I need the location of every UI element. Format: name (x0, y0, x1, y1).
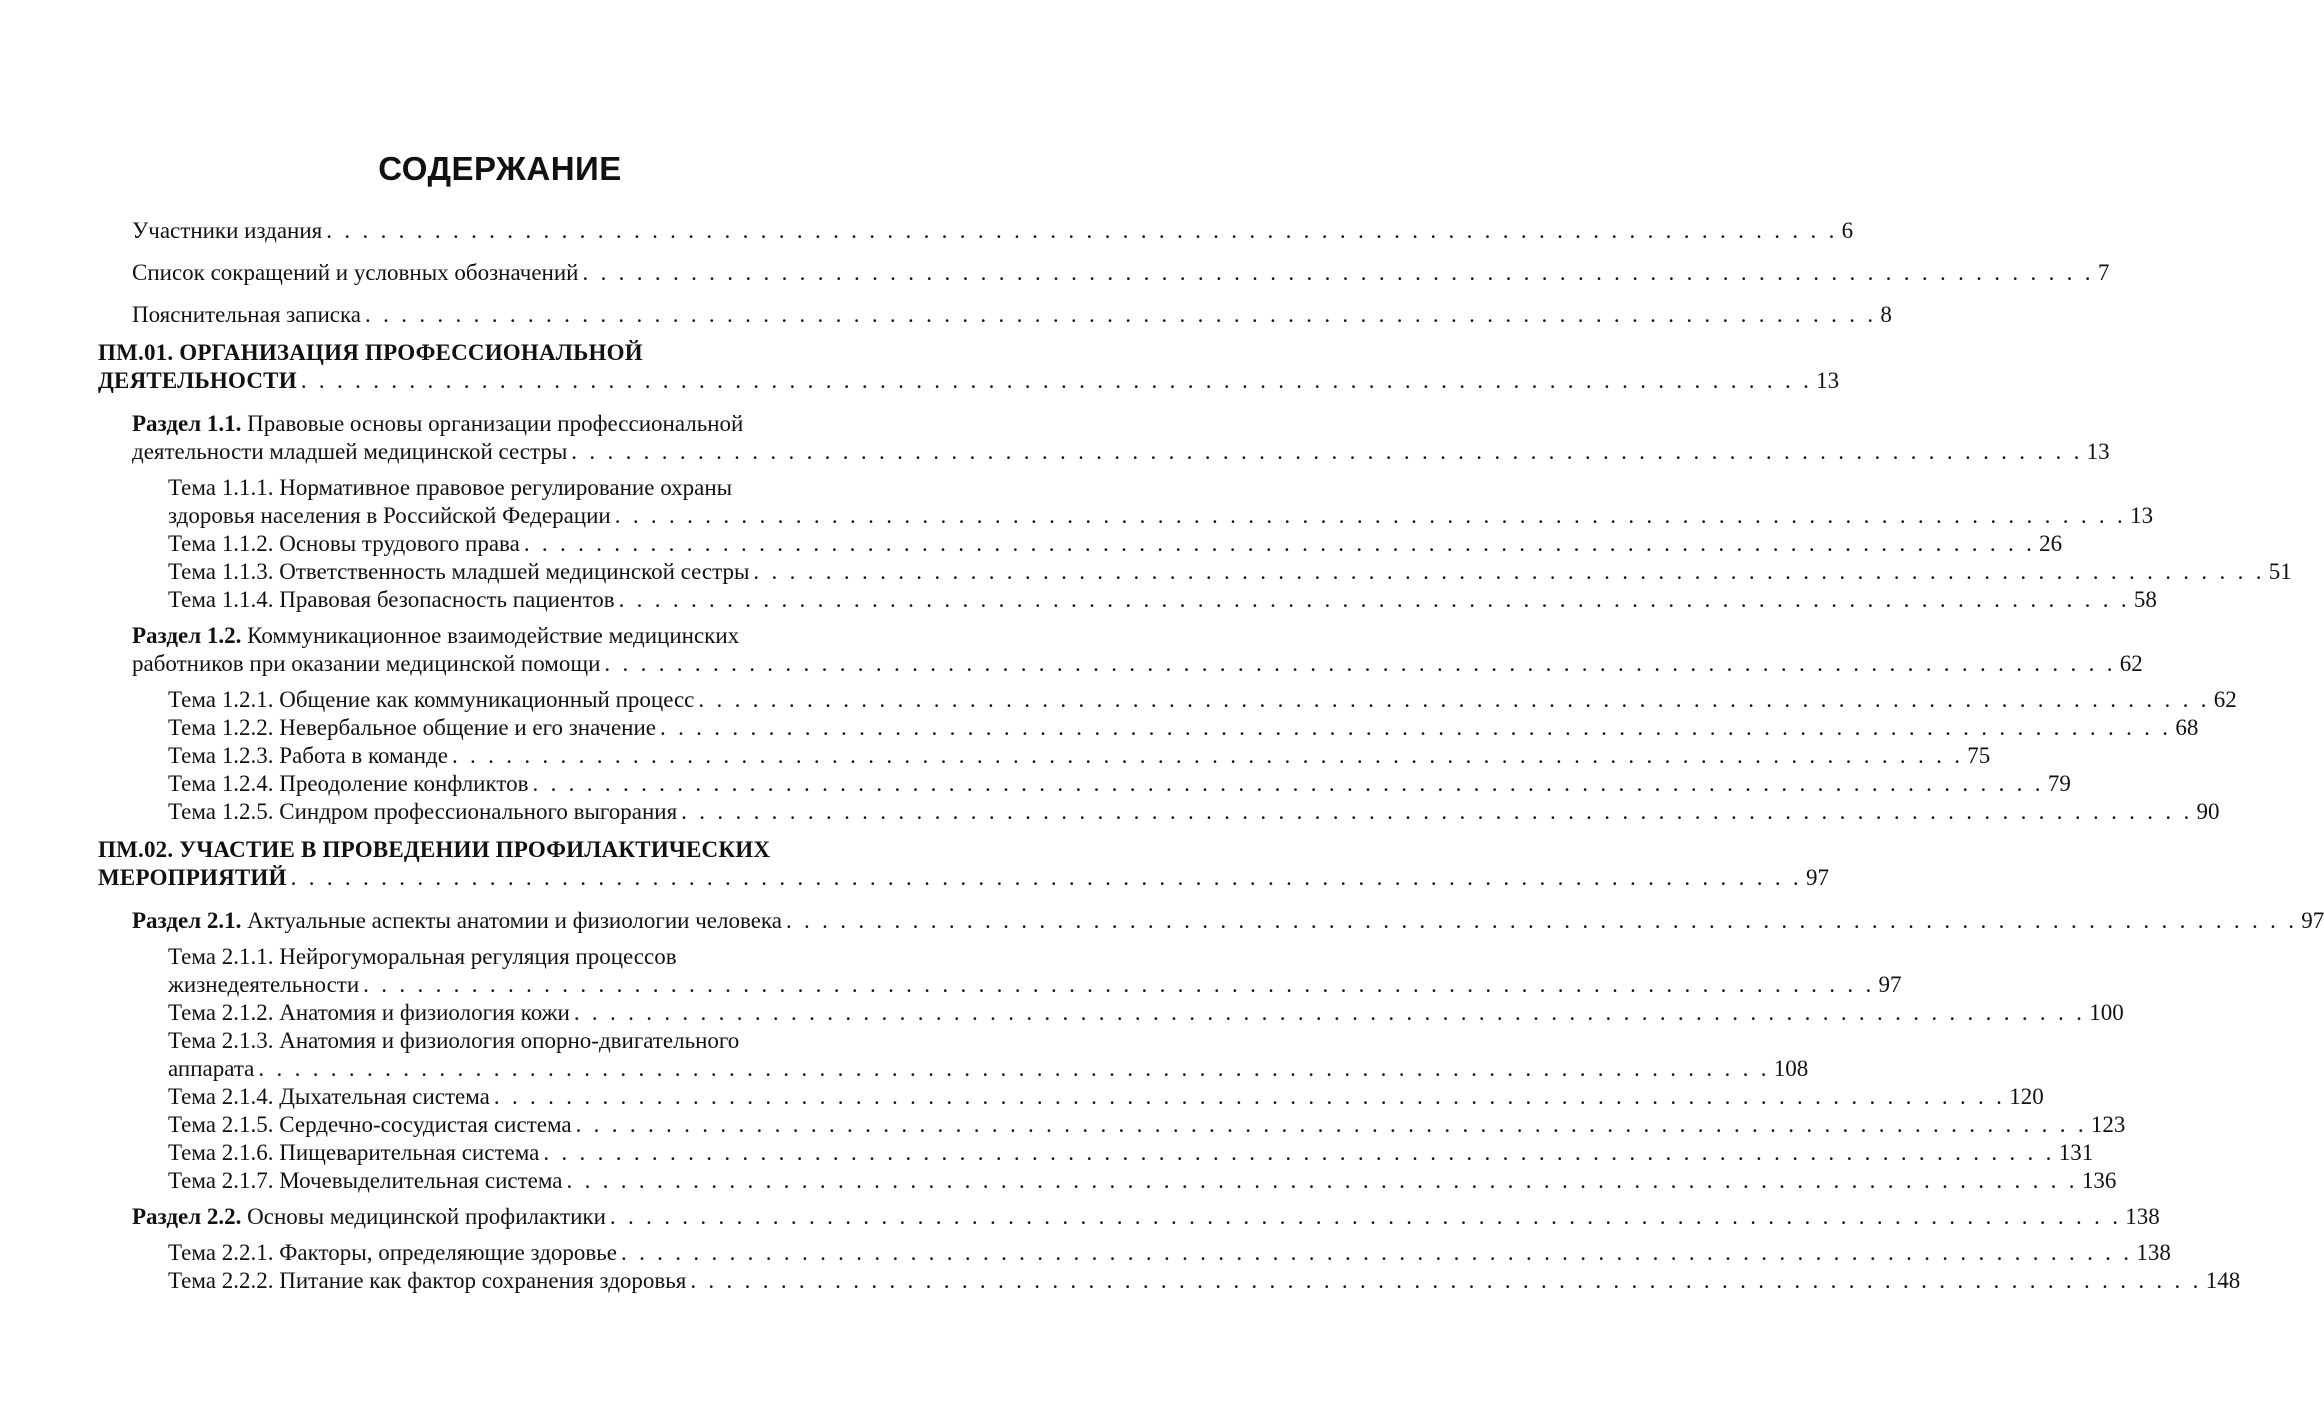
topic-heading-2-1-1: Тема 2.1.1. Нейрогуморальная регуляция процессов (168, 944, 677, 969)
toc-entry-section-2-2[interactable] (132, 1203, 2160, 1231)
dot-leader: . . . . . . . . . . . . . . . . . . . . . . . . . . . . . . . . . . . . . . . . . . . . . . . . . . . . . . . . . . . . . . . . . . . . . . . . . . . . . . . . . . . . (300, 368, 1813, 393)
entry-title: Тема 2.1.4. Дыхательная система (168, 1084, 490, 1109)
dot-leader: . . . . . . . . . . . . . . . . . . . . . . . . . . . . . . . . . . . . . . . . . . . . . . . . . . . . . . . . . . . . . . . . . . . . . . . . . . . . . . . . . . . . (326, 218, 1838, 243)
toc-entry-topic-2-1-7[interactable] (168, 1167, 2117, 1195)
section-heading-1-1 (132, 410, 1000, 438)
table-of-contents (0, 217, 2324, 1295)
dot-leader: . . . . . . . . . . . . . . . . . . . . . . . . . . . . . . . . . . . . . . . . . . . . . . . . . . . . . . . . . . . . . . . . . . . . . . . . . . . . . . . . . . . . (618, 587, 2130, 612)
toc-entry-topic-2-1-2[interactable] (168, 999, 2124, 1027)
entry-page: 90 (2196, 799, 2220, 824)
section-title: Основы медицинской профилактики (247, 1204, 606, 1229)
entry-page: 51 (2268, 559, 2292, 584)
section-label: Раздел 2.2. (132, 1204, 242, 1229)
entry-page: 62 (2213, 687, 2237, 712)
entry-title: Тема 1.2.3. Работа в команде (168, 743, 448, 768)
toc-entry-topic-1-2-1[interactable] (168, 686, 2237, 714)
entry-page: 148 (2205, 1268, 2241, 1293)
topic-heading-1-1-1: Тема 1.1.1. Нормативное правовое регулирование охраны (168, 475, 733, 500)
entry-page: 58 (2133, 587, 2157, 612)
dot-leader: . . . . . . . . . . . . . . . . . . . . . . . . . . . . . . . . . . . . . . . . . . . . . . . . . . . . . . . . . . . . . . . . . . . . . . . . . . . . . . . . . . . . (543, 1140, 2055, 1165)
entry-page: 136 (2081, 1168, 2117, 1193)
dot-leader: . . . . . . . . . . . . . . . . . . . . . . . . . . . . . . . . . . . . . . . . . . . . . . . . . . . . . . . . . . . . . . . . . . . . . . . . . . . . . . . . . . . . (258, 1056, 1770, 1081)
dot-leader: . . . . . . . . . . . . . . . . . . . . . . . . . . . . . . . . . . . . . . . . . . . . . . . . . . . . . . . . . . . . . . . . . . . . . . . . . . . . . . . . . . . . (290, 865, 1802, 890)
section-title: Коммуникационное взаимодействие медицинских (247, 623, 740, 648)
toc-entry-topic-1-2-4[interactable] (168, 770, 2071, 798)
entry-page: 131 (2058, 1140, 2094, 1165)
toc-entry-section-2-1[interactable] (132, 907, 2324, 935)
toc-entry-topic-2-1-5[interactable] (168, 1111, 2126, 1139)
entry-title: Тема 1.2.1. Общение как коммуникационный процесс (168, 687, 695, 712)
dot-leader: . . . . . . . . . . . . . . . . . . . . . . . . . . . . . . . . . . . . . . . . . . . . . . . . . . . . . . . . . . . . . . . . . . . . . . . . . . . . . . . . . . . . (582, 260, 2094, 285)
toc-entry-topic-2-1-6[interactable] (168, 1139, 2094, 1167)
toc-entry-topic-1-2-3[interactable] (168, 742, 1991, 770)
dot-leader: . . . . . . . . . . . . . . . . . . . . . . . . . . . . . . . . . . . . . . . . . . . . . . . . . . . . . . . . . . . . . . . . . . . . . . . . . . . . . . . . . . . . (571, 439, 2083, 464)
dot-leader: . . . . . . . . . . . . . . . . . . . . . . . . . . . . . . . . . . . . . . . . . . . . . . . . . . . . . . . . . . . . . . . . . . . . . . . . . . . . . . . . . . . . (690, 1268, 2202, 1293)
section-label: Раздел 1.2. (132, 623, 242, 648)
dot-leader: . . . . . . . . . . . . . . . . . . . . . . . . . . . . . . . . . . . . . . . . . . . . . . . . . . . . . . . . . . . . . . . . . . . . . . . . . . . . . . . . . . . . (575, 1112, 2087, 1137)
dot-leader: . . . . . . . . . . . . . . . . . . . . . . . . . . . . . . . . . . . . . . . . . . . . . . . . . . . . . . . . . . . . . . . . . . . . . . . . . . . . . . . . . . . . (785, 908, 2298, 933)
entry-page: 6 (1841, 218, 1854, 243)
entry-title: Тема 2.1.7. Мочевыделительная система (168, 1168, 563, 1193)
toc-entry-section-1-2[interactable] (132, 650, 2143, 678)
entry-title: Тема 2.1.2. Анатомия и физиология кожи (168, 1000, 570, 1025)
entry-title: Список сокращений и условных обозначений (132, 260, 579, 285)
toc-entry-explanatory-note[interactable] (132, 301, 1892, 329)
entry-page: 62 (2119, 651, 2143, 676)
entry-title: Тема 1.1.2. Основы трудового права (168, 531, 520, 556)
entry-page: 138 (2125, 1204, 2160, 1229)
section-heading-1-2 (132, 622, 1000, 650)
toc-entry-topic-1-2-2[interactable] (168, 714, 2199, 742)
section-label: Раздел 2.1. (132, 908, 242, 933)
dot-leader: . . . . . . . . . . . . . . . . . . . . . . . . . . . . . . . . . . . . . . . . . . . . . . . . . . . . . . . . . . . . . . . . . . . . . . . . . . . . . . . . . . . . (609, 1204, 2122, 1229)
toc-entry-abbreviations[interactable] (132, 259, 2110, 287)
dot-leader: . . . . . . . . . . . . . . . . . . . . . . . . . . . . . . . . . . . . . . . . . . . . . . . . . . . . . . . . . . . . . . . . . . . . . . . . . . . . . . . . . . . . (681, 799, 2193, 824)
entry-title: жизнедеятельности (168, 972, 360, 997)
entry-title: деятельности младшей медицинской сестры (132, 439, 568, 464)
section-title: Актуальные аспекты анатомии и физиологии человека (247, 908, 782, 933)
toc-entry-topic-2-2-1[interactable] (168, 1239, 2171, 1267)
dot-leader: . . . . . . . . . . . . . . . . . . . . . . . . . . . . . . . . . . . . . . . . . . . . . . . . . . . . . . . . . . . . . . . . . . . . . . . . . . . . . . . . . . . . (523, 531, 2036, 556)
dot-leader: . . . . . . . . . . . . . . . . . . . . . . . . . . . . . . . . . . . . . . . . . . . . . . . . . . . . . . . . . . . . . . . . . . . . . . . . . . . . . . . . . . . . (532, 771, 2044, 796)
entry-page: 100 (2089, 1000, 2124, 1025)
dot-leader: . . . . . . . . . . . . . . . . . . . . . . . . . . . . . . . . . . . . . . . . . . . . . . . . . . . . . . . . . . . . . . . . . . . . . . . . . . . . . . . . . . . . (614, 503, 2127, 528)
toc-entry-topic-1-1-2[interactable] (168, 530, 2063, 558)
dot-leader: . . . . . . . . . . . . . . . . . . . . . . . . . . . . . . . . . . . . . . . . . . . . . . . . . . . . . . . . . . . . . . . . . . . . . . . . . . . . . . . . . . . . (604, 651, 2116, 676)
toc-entry-topic-2-1-3[interactable] (168, 1055, 1809, 1083)
entry-page: 7 (2097, 260, 2110, 285)
entry-page: 13 (1816, 368, 1840, 393)
toc-entry-topic-1-2-5[interactable] (168, 798, 2220, 826)
toc-entry-topic-1-1-4[interactable] (168, 586, 2157, 614)
entry-page: 75 (1967, 743, 1991, 768)
entry-title: Тема 1.1.4. Правовая безопасность пациентов (168, 587, 615, 612)
entry-page: 138 (2136, 1240, 2171, 1265)
entry-title: здоровья населения в Российской Федерации (168, 503, 611, 528)
dot-leader: . . . . . . . . . . . . . . . . . . . . . . . . . . . . . . . . . . . . . . . . . . . . . . . . . . . . . . . . . . . . . . . . . . . . . . . . . . . . . . . . . . . . (451, 743, 1964, 768)
dot-leader: . . . . . . . . . . . . . . . . . . . . . . . . . . . . . . . . . . . . . . . . . . . . . . . . . . . . . . . . . . . . . . . . . . . . . . . . . . . . . . . . . . . . (659, 715, 2172, 740)
dot-leader: . . . . . . . . . . . . . . . . . . . . . . . . . . . . . . . . . . . . . . . . . . . . . . . . . . . . . . . . . . . . . . . . . . . . . . . . . . . . . . . . . . . . (573, 1000, 2086, 1025)
dot-leader: . . . . . . . . . . . . . . . . . . . . . . . . . . . . . . . . . . . . . . . . . . . . . . . . . . . . . . . . . . . . . . . . . . . . . . . . . . . . . . . . . . . . (620, 1240, 2133, 1265)
section-label: Раздел 1.1. (132, 411, 242, 436)
entry-page: 8 (1880, 302, 1892, 327)
topic-heading-2-1-3: Тема 2.1.3. Анатомия и физиология опорно-двигательного (168, 1028, 740, 1053)
module-heading-pm01: ПМ.01. ОРГАНИЗАЦИЯ ПРОФЕССИОНАЛЬНОЙ (98, 340, 643, 365)
entry-title: Тема 1.1.3. Ответственность младшей медицинской сестры (168, 559, 750, 584)
toc-entry-participants[interactable] (132, 217, 1854, 245)
toc-entry-topic-2-1-4[interactable] (168, 1083, 2044, 1111)
entry-title: МЕРОПРИЯТИЙ (98, 865, 287, 890)
entry-title: аппарата (168, 1056, 255, 1081)
entry-page: 79 (2047, 771, 2071, 796)
entry-title: Тема 1.2.4. Преодоление конфликтов (168, 771, 529, 796)
dot-leader: . . . . . . . . . . . . . . . . . . . . . . . . . . . . . . . . . . . . . . . . . . . . . . . . . . . . . . . . . . . . . . . . . . . . . . . . . . . . . . . . . . . . (753, 559, 2265, 584)
entry-page: 68 (2175, 715, 2199, 740)
entry-page: 13 (2130, 503, 2154, 528)
dot-leader: . . . . . . . . . . . . . . . . . . . . . . . . . . . . . . . . . . . . . . . . . . . . . . . . . . . . . . . . . . . . . . . . . . . . . . . . . . . . . . . . . . . . (365, 302, 1877, 327)
entry-page: 13 (2086, 439, 2110, 464)
entry-page: 97 (1805, 865, 1829, 890)
toc-entry-section-1-1[interactable] (132, 438, 2110, 466)
entry-page: 97 (2301, 908, 2324, 933)
entry-title: Тема 2.1.6. Пищеварительная система (168, 1140, 540, 1165)
dot-leader: . . . . . . . . . . . . . . . . . . . . . . . . . . . . . . . . . . . . . . . . . . . . . . . . . . . . . . . . . . . . . . . . . . . . . . . . . . . . . . . . . . . . (363, 972, 1875, 997)
toc-entry-topic-2-1-1[interactable] (168, 971, 1902, 999)
module-heading-pm02: ПМ.02. УЧАСТИЕ В ПРОВЕДЕНИИ ПРОФИЛАКТИЧЕСКИХ (98, 837, 771, 862)
page-title: СОДЕРЖАНИЕ (378, 150, 622, 187)
section-title: Правовые основы организации профессиональной (247, 411, 744, 436)
entry-title: работников при оказании медицинской помощи (132, 651, 601, 676)
toc-entry-topic-1-1-3[interactable] (168, 558, 2292, 586)
entry-title: Тема 1.2.5. Синдром профессионального выгорания (168, 799, 678, 824)
toc-entry-pm02[interactable] (98, 864, 1829, 892)
toc-entry-pm01[interactable] (98, 367, 1840, 395)
entry-title: Тема 2.1.5. Сердечно-сосудистая система (168, 1112, 572, 1137)
entry-title: Тема 2.2.2. Питание как фактор сохранения здоровья (168, 1268, 687, 1293)
entry-page: 26 (2039, 531, 2063, 556)
dot-leader: . . . . . . . . . . . . . . . . . . . . . . . . . . . . . . . . . . . . . . . . . . . . . . . . . . . . . . . . . . . . . . . . . . . . . . . . . . . . . . . . . . . . (493, 1084, 2006, 1109)
dot-leader: . . . . . . . . . . . . . . . . . . . . . . . . . . . . . . . . . . . . . . . . . . . . . . . . . . . . . . . . . . . . . . . . . . . . . . . . . . . . . . . . . . . . (566, 1168, 2078, 1193)
entry-title: Участники издания (132, 218, 323, 243)
entry-page: 123 (2090, 1112, 2126, 1137)
entry-title: Тема 2.2.1. Факторы, определяющие здоровье (168, 1240, 617, 1265)
toc-entry-topic-1-1-1[interactable] (168, 502, 2154, 530)
entry-page: 120 (2009, 1084, 2044, 1109)
entry-page: 108 (1773, 1056, 1809, 1081)
entry-title: Пояснительная записка (132, 302, 362, 327)
dot-leader: . . . . . . . . . . . . . . . . . . . . . . . . . . . . . . . . . . . . . . . . . . . . . . . . . . . . . . . . . . . . . . . . . . . . . . . . . . . . . . . . . . . . (698, 687, 2210, 712)
toc-entry-topic-2-2-2[interactable] (168, 1267, 2241, 1295)
entry-title: Тема 1.2.2. Невербальное общение и его значение (168, 715, 656, 740)
entry-page: 97 (1878, 972, 1902, 997)
entry-title: ДЕЯТЕЛЬНОСТИ (98, 368, 297, 393)
